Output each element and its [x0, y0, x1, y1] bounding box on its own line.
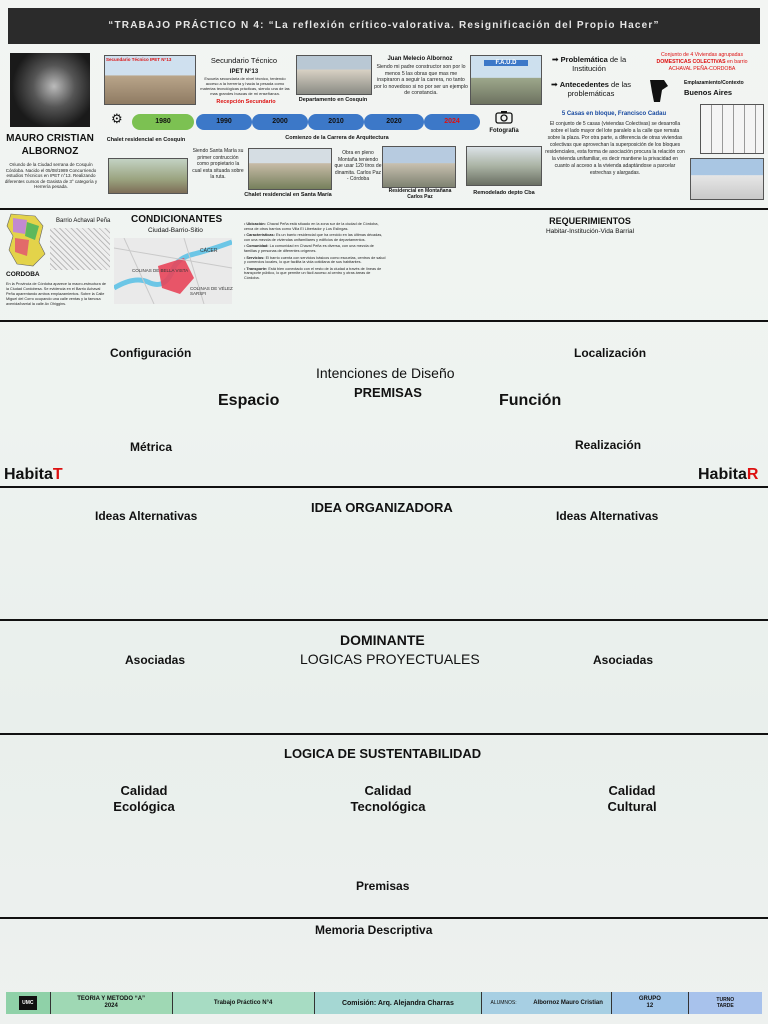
cadau-photo: [690, 158, 764, 200]
umc-logo: UMC: [19, 996, 36, 1010]
comienzo-label: Comienzo de la Carrera de Arquitectura: [285, 135, 389, 141]
cadau-red1: Conjunto de 4 Viviendas agrupadas: [660, 52, 744, 58]
requerimientos-title: REQUERIMIENTOS: [549, 216, 631, 226]
idea-alt-left: Ideas Alternativas: [95, 509, 198, 523]
timeline-2010: 2010: [308, 114, 364, 130]
santa-maria-photo: [248, 148, 332, 190]
cond-item: • Servicios: El barrio cuenta con servicios básicos como escuelas, centros de salud y comercios locales, lo que facilita la vida cotidiana de sus habitantes.: [244, 255, 386, 265]
juan-text: Siendo mi padre constructor son por lo menos 5 las obras que mas me inspiraron a seguir la carrera, no tanto por lo novedoso si no por ser un ejemplo de constancia.: [374, 64, 468, 96]
cond-item: • Transporte: Está bien conectado con el resto de la ciudad a través de líneas de transporte público, lo que permite un fácil acceso al centro y otras áreas de Córdoba.: [244, 266, 382, 280]
chalet-cosquin-photo: [108, 158, 188, 194]
divider-2: [0, 320, 768, 322]
map-label-bella-vista: COLINAS DE BELLA VISTA: [132, 268, 189, 273]
school-photo: [104, 55, 196, 105]
idea-title: IDEA ORGANIZADORA: [311, 500, 453, 515]
calidad-tecnologica: Calidad Tecnológica: [350, 783, 426, 814]
premisas-title: PREMISAS: [354, 385, 422, 400]
footer-turno-cell: TURNO TARDE: [689, 992, 762, 1014]
ipet-label: IPET N°13: [229, 69, 259, 75]
remodelado-label: Remodelado depto Cba: [473, 190, 535, 196]
depto-label: Departamento en Cosquín: [298, 97, 368, 103]
asociadas-right: Asociadas: [593, 653, 654, 667]
configuracion-label: Configuración: [110, 346, 192, 360]
divider-4: [0, 619, 768, 621]
footer-tp-cell: Trabajo Práctico N°4: [173, 992, 315, 1014]
timeline-1990: 1990: [196, 114, 252, 130]
argentina-map-icon: [646, 78, 672, 104]
santa-maria-label: Chalet residencial en Santa María: [244, 192, 332, 198]
faud-label: F.A.U.D: [484, 60, 528, 66]
recepcion-label: Recepción Secundario: [216, 99, 276, 105]
habitar-label: HabitaR: [698, 466, 759, 483]
remodelado-photo: [466, 146, 542, 186]
empl-label: Emplazamiento/Contexto: [684, 80, 744, 86]
dominante-title: DOMINANTE: [340, 632, 425, 648]
bio-text: Oriundo de la Ciudad serrana de Cosquín Córdoba. Nacido el 05/08/1989 Concurriendo estudios Técnicos en IPET n°13. Realizando diferentes cursos de Gasista de 3° categoría y Herrería pesada.: [4, 162, 98, 189]
footer-logo-cell: [6, 992, 51, 1014]
barrio-title: Barrio Achaval Peña: [56, 218, 111, 224]
idea-alt-right: Ideas Alternativas: [556, 509, 659, 523]
juan-title: Juan Melecio Albornoz: [387, 56, 453, 62]
espacio-label: Espacio: [218, 392, 280, 409]
map-label-cacer: CÁCER: [200, 248, 218, 254]
sustent-title: LOGICA DE SUSTENTABILIDAD: [284, 746, 482, 761]
cadau-red3: ACHAVAL PEÑA-CORDOBA: [668, 66, 736, 72]
problematica-bold: Problemática: [560, 55, 608, 64]
antecedentes-bold: Antecedentes: [559, 80, 609, 89]
footer-bar: [6, 992, 762, 1014]
depto-photo: [296, 55, 372, 95]
cadau-title: 5 Casas en bloque, Francisco Cadau: [561, 111, 667, 117]
city-label: Buenos Aires: [684, 88, 733, 97]
calidad-cultural: Calidad Cultural: [607, 783, 657, 814]
cadau-red2-rest: en barrio: [725, 59, 748, 65]
timeline-2000: 2000: [252, 114, 308, 130]
memoria-label: Memoria Descriptiva: [315, 923, 433, 937]
timeline-2020: 2020: [364, 114, 424, 130]
condicionantes-list: [244, 222, 386, 283]
condicionantes-title: CONDICIONANTES: [131, 214, 223, 225]
cond-item: • Características: Es un barrio residencial que ha crecido en las últimas décadas, con una mezcla de viviendas unifamiliares y edificios de departamentos.: [244, 233, 383, 242]
obra-label: Residencial en Montañana Carlos Paz: [388, 188, 452, 200]
cadau-red2: [640, 60, 764, 66]
bio-name: MAURO CRISTIAN ALBORNOZ: [6, 133, 94, 157]
page-header: “TRABAJO PRÁCTICO N 4: “La reflexión crítico-valorativa. Resignificación del Propio Hacer”: [8, 8, 760, 44]
divider-1: [0, 208, 768, 210]
chalet-cosquin-label: Chalet residencial en Cosquín: [106, 137, 186, 143]
divider-6: [0, 917, 768, 919]
cond-item: • Comunidad: La comunidad en Chaval Peña es diversa, con una mezcla de familias y personas de diferentes orígenes.: [244, 244, 374, 253]
asociadas-left: Asociadas: [125, 653, 186, 667]
obra-text: Obra en pleno Montaña teniendo que usar 120 tiros de dinamita. Carlos Paz - Córdoba: [334, 150, 382, 182]
cordoba-province-map: [5, 212, 47, 268]
fotografia-label: Fotografía: [489, 128, 519, 134]
funcion-label: Función: [499, 392, 562, 409]
problematica-item: [544, 55, 634, 73]
requerimientos-sub: Habitar-Institución-Vida Barrial: [545, 228, 635, 235]
cordoba-label: CORDOBA: [6, 271, 40, 278]
map-label-velez: COLINAS DE VÉLEZ SARSFI: [190, 286, 233, 296]
divider-5: [0, 733, 768, 735]
antecedentes-rest: de las problemáticas: [567, 80, 632, 98]
footer-course-cell: TEORIA Y METODO “A” 2024: [51, 992, 173, 1014]
timeline-1980: 1980: [132, 114, 194, 130]
footer-grupo-cell: GRUPO 12: [612, 992, 688, 1014]
metrica-label: Métrica: [130, 440, 173, 454]
intenciones-label: Intenciones de Diseño: [316, 365, 455, 381]
realizacion-label: Realización: [575, 438, 642, 452]
cadau-text: El conjunto de 5 casas (viviendas Colectivas) se desarrolla sobre el lado mayor del lote paralelo a la calle que remata sobre la plaza. Por otra parte, a diferencia de otras viviendas colectivas que aprovechan la superposición de los bloques residenciales, esta forma de asociación procura la relación con la vivienda unifamiliar, es decir mantiene la privacidad en cuanto al acceso a la vivienda adaptándose a parcelar estrechas y alargadas.: [545, 121, 685, 176]
localizacion-label: Localización: [574, 346, 647, 360]
cond-item: • Ubicación: Chaval Peña está situado en la zona sur de la ciudad de Córdoba, cerca de otros barrios como Villa El Libertador y Los Eslingas.: [244, 222, 379, 231]
plan-drawing: [700, 104, 764, 154]
divider-3: [0, 486, 768, 488]
cadau-red2-bold: DOMESTICAS COLECTIVAS: [656, 59, 726, 65]
arrow-right-icon: ➡: [550, 80, 558, 89]
obra-photo: [382, 146, 456, 188]
problematica-rest: de la Institución: [572, 55, 627, 73]
city-map: [50, 228, 110, 270]
footer-alumnos-cell: ALUMNOS: Albornoz Mauro Cristian: [482, 992, 612, 1014]
barrio-text: En la Provincia de Córdoba aparece la macro-estructura de la Ciudad Cordobesa. Se evidencia en el Barrio Achaval Peña aparentando ambos emplazamientos. Sobre la Calle Miguel del Corro ocupando una calle ventas y la famosa avenida/barrial la calle Av Ohiggins.: [6, 282, 107, 306]
premisas-sustent: Premisas: [356, 879, 410, 893]
timeline-2024: 2024: [424, 114, 480, 130]
secundario-text: Escuela secundaria de nivel técnico, teniendo acceso a la herrería y hacia la pesada como materias tecnológicas prácticas, siendo una de las mas grandes buscas de mi enseñanza.: [200, 76, 290, 96]
school-photo-label: Secundario Técnico IPET N°13: [106, 57, 172, 62]
portrait-photo: [10, 53, 90, 127]
secundario-title: Secundario Técnico: [210, 56, 278, 65]
santa-maria-text: Siendo Santa María su primer contrucción como propietario la cual esta situada sobre la ruta.: [192, 148, 244, 180]
antecedentes-item: [544, 80, 638, 98]
habitat-label: HabitaT: [4, 466, 63, 483]
dominante-sub: LOGICAS PROYECTUALES: [300, 651, 480, 667]
arrow-right-icon: ➡: [551, 55, 559, 64]
camera-icon: [495, 110, 513, 124]
gear-icon: ⚙: [111, 111, 123, 126]
calidad-ecologica: Calidad Ecológica: [113, 783, 175, 814]
footer-comision-cell: Comisión: Arq. Alejandra Charras: [315, 992, 483, 1014]
condicionantes-sub: Ciudad-Barrio-Sitio: [148, 227, 203, 234]
